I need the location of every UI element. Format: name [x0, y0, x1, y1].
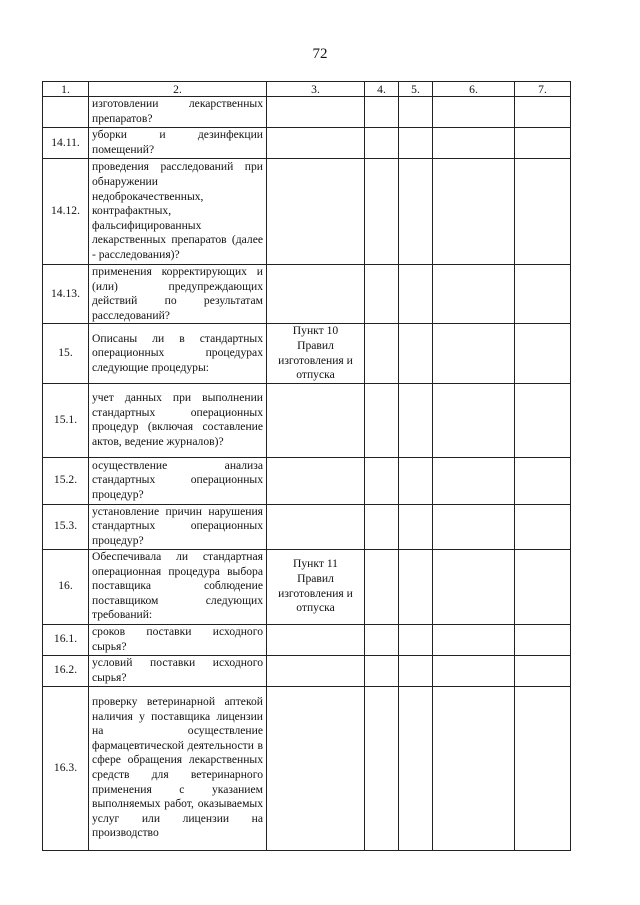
- empty-cell: [365, 624, 399, 655]
- empty-cell: [433, 265, 515, 324]
- empty-cell: [365, 265, 399, 324]
- empty-cell: [433, 624, 515, 655]
- table-header-row: [43, 82, 571, 97]
- empty-cell: [267, 265, 365, 324]
- empty-cell: [267, 457, 365, 504]
- item-number: 15.3.: [43, 504, 89, 549]
- empty-cell: [267, 128, 365, 159]
- table-row: [43, 655, 571, 686]
- empty-cell: [515, 457, 571, 504]
- reference-line: Пункт 10: [292, 324, 339, 338]
- empty-cell: [515, 624, 571, 655]
- empty-cell: [433, 504, 515, 549]
- empty-cell: [267, 655, 365, 686]
- question-text: учет данных при выполнении стандартных операционных процедур (включая составление актов, ведение журналов)?: [89, 383, 267, 457]
- reference-line: изготовления и: [278, 353, 353, 367]
- table-row: [43, 624, 571, 655]
- empty-cell: [267, 686, 365, 850]
- question-text: применения корректирующих и (или) предупреждающих действий по результатам расследований?: [89, 265, 267, 324]
- question-text: уборки и дезинфекции помещений?: [89, 128, 267, 159]
- reference-line: изготовления и: [278, 586, 353, 600]
- table-row: [43, 97, 571, 128]
- empty-cell: [399, 549, 433, 624]
- column-header: 7.: [515, 82, 571, 97]
- table-row: [43, 324, 571, 383]
- empty-cell: [433, 159, 515, 265]
- table-row: [43, 549, 571, 624]
- table-row: [43, 159, 571, 265]
- column-header: 6.: [433, 82, 515, 97]
- empty-cell: [365, 324, 399, 383]
- empty-cell: [365, 549, 399, 624]
- empty-cell: [515, 324, 571, 383]
- empty-cell: [515, 128, 571, 159]
- empty-cell: [365, 504, 399, 549]
- empty-cell: [515, 504, 571, 549]
- empty-cell: [515, 159, 571, 265]
- empty-cell: [515, 265, 571, 324]
- empty-cell: [433, 128, 515, 159]
- table-row: [43, 128, 571, 159]
- item-number: 14.11.: [43, 128, 89, 159]
- empty-cell: [515, 549, 571, 624]
- empty-cell: [399, 97, 433, 128]
- empty-cell: [433, 457, 515, 504]
- empty-cell: [433, 655, 515, 686]
- item-number: 16.1.: [43, 624, 89, 655]
- empty-cell: [433, 324, 515, 383]
- table-row: [43, 383, 571, 457]
- question-text: сроков поставки исходного сырья?: [89, 624, 267, 655]
- item-number: [43, 97, 89, 128]
- empty-cell: [399, 128, 433, 159]
- empty-cell: [515, 383, 571, 457]
- question-text: изготовлении лекарственных препаратов?: [89, 97, 267, 128]
- reference-line: Пункт 11: [293, 557, 338, 571]
- reference-line: Правил: [297, 338, 334, 352]
- empty-cell: [515, 686, 571, 850]
- column-header: 1.: [43, 82, 89, 97]
- table-row: [43, 686, 571, 850]
- item-number: 15.: [43, 324, 89, 383]
- page-number: 72: [312, 46, 328, 62]
- question-text: проведения расследований при обнаружении недоброкачественных, контрафактных, фальсифицированных лекарственных препаратов (далее - расследования)?: [89, 159, 267, 265]
- empty-cell: [433, 97, 515, 128]
- empty-cell: [399, 624, 433, 655]
- empty-cell: [399, 265, 433, 324]
- regulation-reference: [267, 549, 365, 624]
- item-number: 16.3.: [43, 686, 89, 850]
- empty-cell: [433, 549, 515, 624]
- empty-cell: [399, 504, 433, 549]
- table-row: [43, 504, 571, 549]
- item-number: 15.2.: [43, 457, 89, 504]
- empty-cell: [433, 686, 515, 850]
- column-header: 4.: [365, 82, 399, 97]
- column-header: 5.: [399, 82, 433, 97]
- empty-cell: [399, 324, 433, 383]
- regulation-reference: [267, 324, 365, 383]
- empty-cell: [399, 686, 433, 850]
- table-row: [43, 457, 571, 504]
- question-text: проверку ветеринарной аптекой наличия у поставщика лицензии на осуществление фармацевтической деятельности в сфере обращения лекарственных средств для ветеринарного применения с указанием выполняемых работ, оказываемых услуг или лицензии на производство: [89, 686, 267, 850]
- empty-cell: [433, 383, 515, 457]
- empty-cell: [365, 128, 399, 159]
- empty-cell: [365, 159, 399, 265]
- checklist-table: [42, 81, 571, 851]
- empty-cell: [267, 383, 365, 457]
- empty-cell: [365, 457, 399, 504]
- empty-cell: [267, 159, 365, 265]
- reference-line: отпуска: [296, 368, 335, 382]
- column-header: 3.: [267, 82, 365, 97]
- empty-cell: [365, 97, 399, 128]
- empty-cell: [365, 655, 399, 686]
- empty-cell: [399, 383, 433, 457]
- reference-line: отпуска: [296, 601, 335, 615]
- reference-line: Правил: [297, 571, 334, 585]
- question-text: осуществление анализа стандартных операционных процедур?: [89, 457, 267, 504]
- empty-cell: [399, 159, 433, 265]
- question-text: условий поставки исходного сырья?: [89, 655, 267, 686]
- item-number: 14.12.: [43, 159, 89, 265]
- empty-cell: [399, 655, 433, 686]
- item-number: 14.13.: [43, 265, 89, 324]
- column-header: 2.: [89, 82, 267, 97]
- item-number: 15.1.: [43, 383, 89, 457]
- item-number: 16.: [43, 549, 89, 624]
- empty-cell: [267, 504, 365, 549]
- empty-cell: [365, 383, 399, 457]
- empty-cell: [399, 457, 433, 504]
- empty-cell: [515, 655, 571, 686]
- empty-cell: [267, 97, 365, 128]
- question-text: установление причин нарушения стандартных операционных процедур?: [89, 504, 267, 549]
- empty-cell: [267, 624, 365, 655]
- empty-cell: [515, 97, 571, 128]
- item-number: 16.2.: [43, 655, 89, 686]
- table-row: [43, 265, 571, 324]
- question-text: Обеспечивала ли стандартная операционная процедура выбора поставщика соблюдение поставщиком следующих требований:: [89, 549, 267, 624]
- question-text: Описаны ли в стандартных операционных процедурах следующие процедуры:: [89, 324, 267, 383]
- empty-cell: [365, 686, 399, 850]
